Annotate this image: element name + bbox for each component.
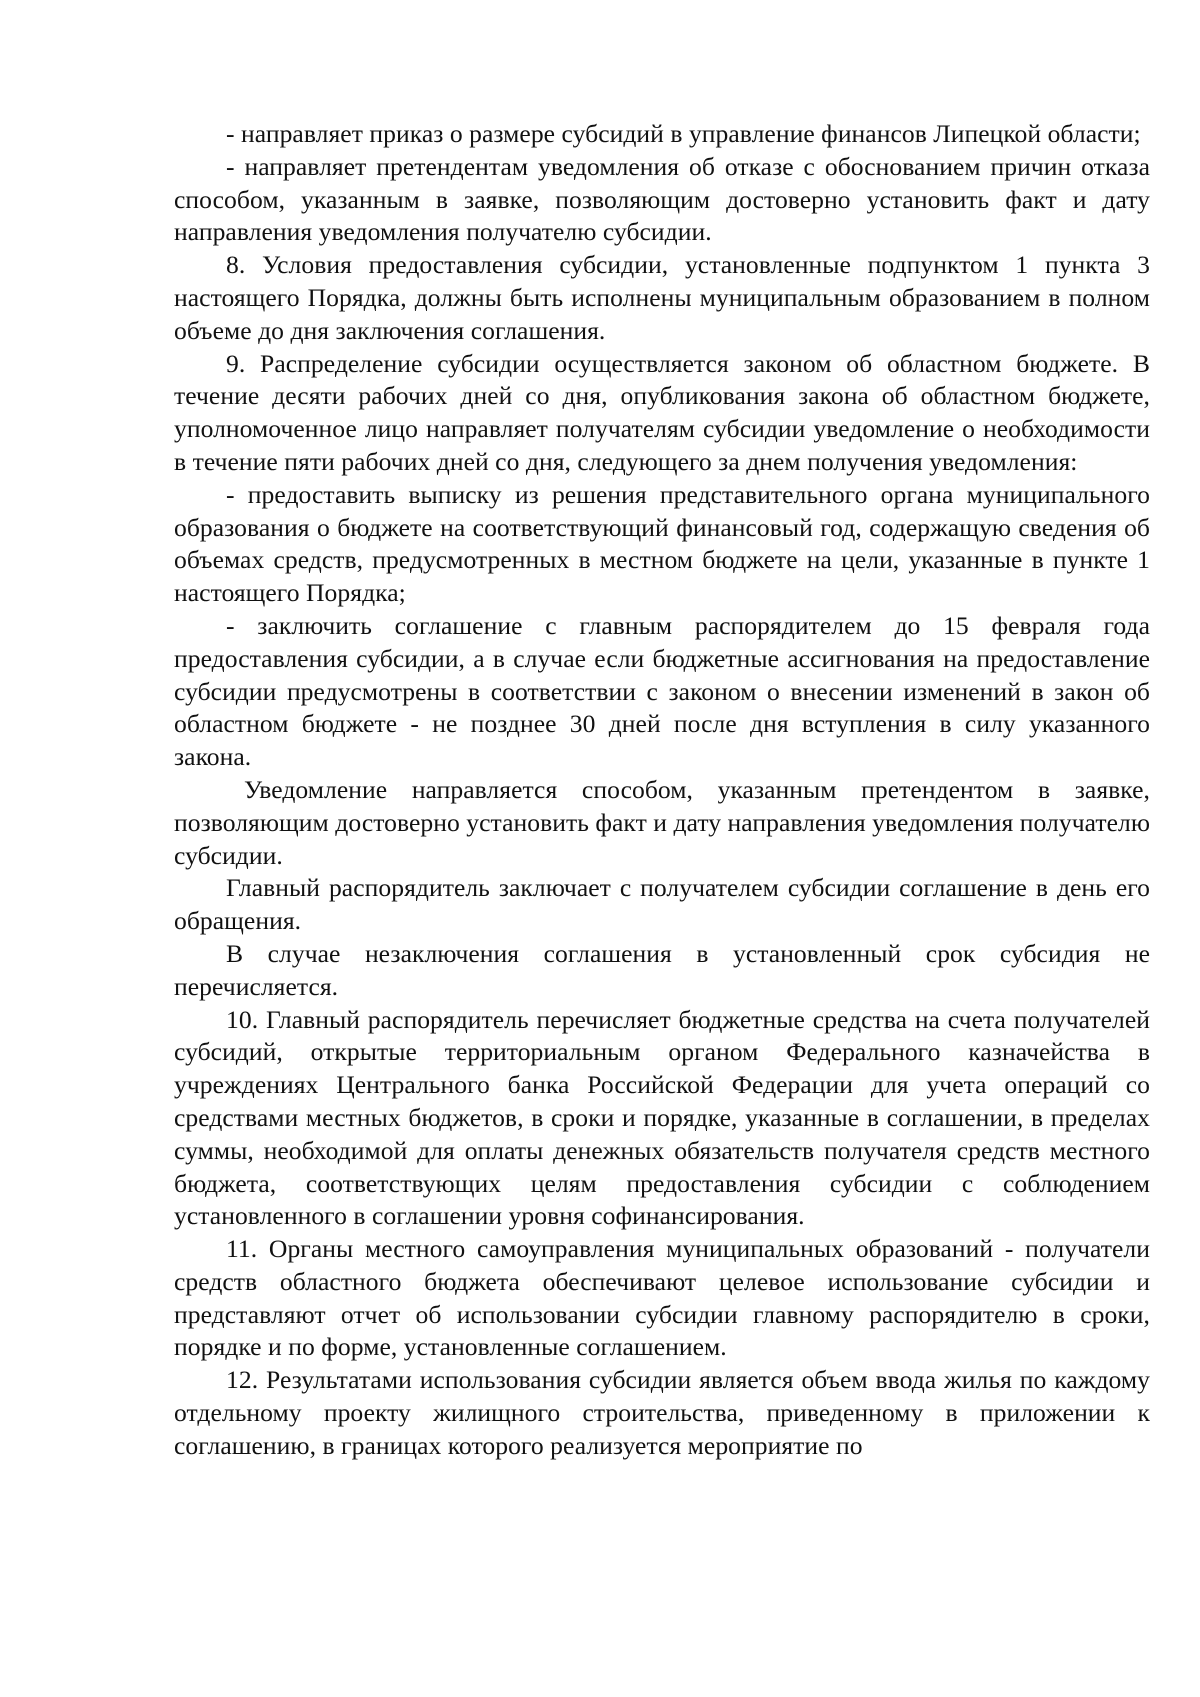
paragraph-provide-extract: - предоставить выписку из решения представительного органа муниципального образования о бюджете на соответствующий финансовый год, содержащую сведения об объемах средств, предусмотренных в местном бюджете на цели, указанные в пункте 1 настоящего Порядка; [174,479,1150,608]
paragraph-notice-method: Уведомление направляется способом, указанным претендентом в заявке, позволяющим достоверно установить факт и дату направления уведомления получателю субсидии. [174,774,1150,870]
paragraph-order-to-finance: - направляет приказ о размере субсидий в управление финансов Липецкой области; [226,119,1141,148]
paragraph-item-9: 9. Распределение субсидии осуществляется законом об областном бюджете. В течение десяти рабочих дней со дня, опубликования закона об областном бюджете, уполномоченное лицо направляет получателям субсидии уведомление о необходимости в течение пяти рабочих дней со дня, следующего за днем получения уведомления: [174,348,1150,476]
paragraph-item-12: 12. Результатами использования субсидии является объем ввода жилья по каждому отдельному проекту жилищного строительства, приведенному в приложении к соглашению, в границах которого реализуется мероприятие по [174,1365,1150,1460]
document-body [174,118,1150,1463]
paragraph-item-8: 8. Условия предоставления субсидии, установленные подпунктом 1 пункта 3 настоящего Порядка, должны быть исполнены муниципальным образованием в полном объеме до дня заключения соглашения. [174,250,1150,345]
paragraph-item-10: 10. Главный распорядитель перечисляет бюджетные средства на счета получателей субсидий, открытые территориальным органом Федерального казначейства в учреждениях Центрального банка Российской Федерации для учета операций со средствами местных бюджетов, в сроки и порядке, указанные в соглашении, в пределах суммы, необходимой для оплаты денежных обязательств получателя средств местного бюджета, соответствующих целям предоставления субсидии с соблюдением установленного в соглашении уровня софинансирования. [174,1004,1150,1231]
paragraph-non-conclusion: В случае незаключения соглашения в установленный срок субсидия не перечисляется. [174,938,1150,1001]
paragraph-refusal-notice: - направляет претендентам уведомления об отказе с обоснованием причин отказа способом, указанным в заявке, позволяющим достоверно установить факт и дату направления уведомления получателю субсидии. [174,151,1150,247]
paragraph-conclude-agreement: - заключить соглашение с главным распорядителем до 15 февраля года предоставления субсидии, а в случае если бюджетные ассигнования на предоставление субсидии предусмотрены в соответствии с законом о внесении изменений в закон об областном бюджете - не позднее 30 дней после дня вступления в силу указанного закона. [174,610,1150,772]
paragraph-item-11: 11. Органы местного самоуправления муниципальных образований - получатели средств областного бюджета обеспечивают целевое использование субсидии и представляют отчет об использовании субсидии главному распорядителю в сроки, порядке и по форме, установленные соглашением. [174,1234,1150,1362]
paragraph-agreement-day: Главный распорядитель заключает с получателем субсидии соглашение в день его обращения. [174,873,1150,936]
